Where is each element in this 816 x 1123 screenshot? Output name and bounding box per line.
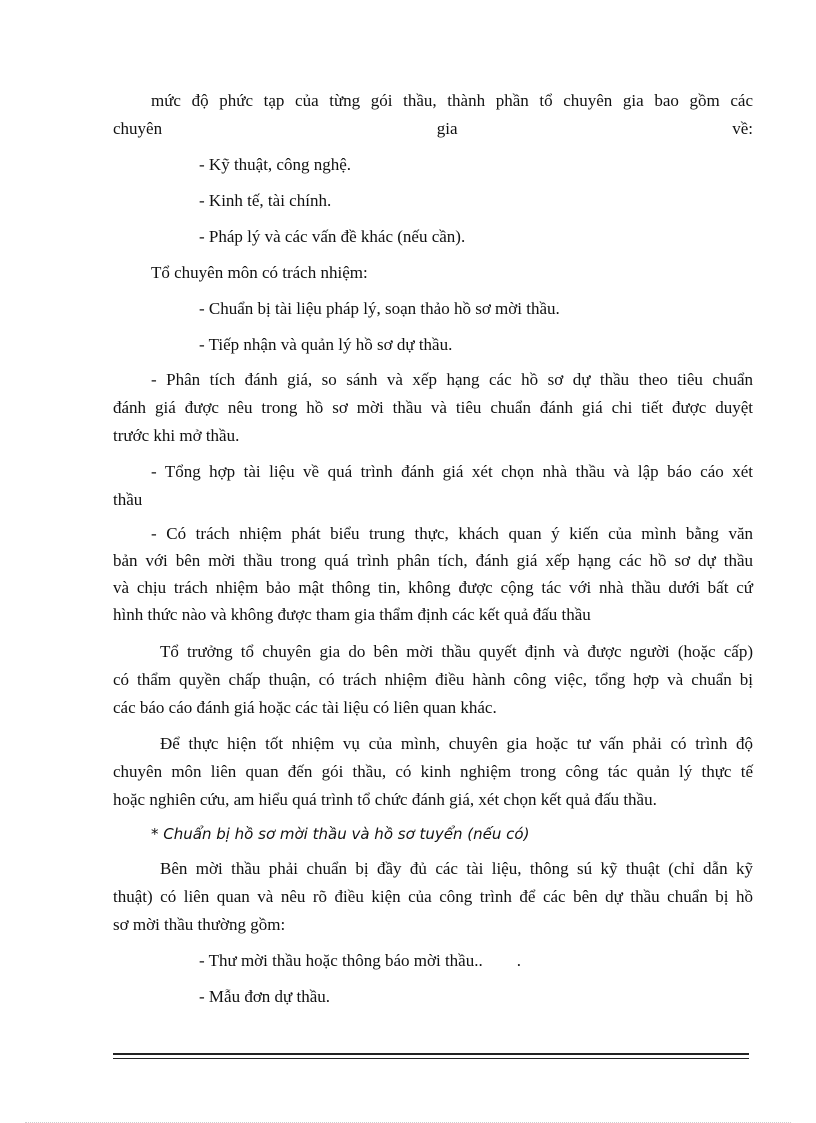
paragraph-line: thuật) có liên quan và nêu rõ điều kiện của công trình để các bên dự thầu chuẩn bị hồ [113, 887, 753, 906]
paragraph-line: Để thực hiện tốt nhiệm vụ của mình, chuyên gia hoặc tư vấn phải có trình độ [160, 734, 753, 753]
paragraph-line: - Tổng hợp tài liệu về quá trình đánh giá xét chọn nhà thầu và lập báo cáo xét [151, 462, 753, 481]
footer-rule-thick [113, 1053, 749, 1055]
paragraph-line: có thẩm quyền chấp thuận, có trách nhiệm điều hành công việc, tổng hợp và chuẩn bị [113, 670, 753, 689]
paragraph-line: bản với bên mời thầu trong quá trình phân tích, đánh giá xếp hạng các hồ sơ dự thầu [113, 551, 753, 570]
paragraph-line: chuyên gia về: [113, 119, 753, 138]
paragraph-line: hình thức nào và không được tham gia thẩm định các kết quả đấu thầu [113, 605, 591, 624]
list-item: - Tiếp nhận và quản lý hồ sơ dự thầu. [199, 335, 453, 354]
footer-rule-thin [113, 1058, 749, 1059]
list-item: - Kinh tế, tài chính. [199, 191, 332, 210]
paragraph-line: Tổ trưởng tổ chuyên gia do bên mời thầu quyết định và được người (hoặc cấp) [160, 642, 753, 661]
paragraph-line: thầu [113, 490, 143, 509]
paragraph-line: mức độ phức tạp của từng gói thầu, thành phần tổ chuyên gia bao gồm các [151, 91, 753, 110]
paragraph-line: trước khi mở thầu. [113, 426, 240, 445]
paragraph-line: và chịu trách nhiệm bảo mật thông tin, không được cộng tác với nhà thầu dưới bất cứ [113, 578, 753, 597]
paragraph-line: chuyên môn liên quan đến gói thầu, có kinh nghiệm trong công tác quản lý thực tế [113, 762, 753, 781]
paragraph-heading: Tổ chuyên môn có trách nhiệm: [151, 263, 368, 282]
list-item: - Mẫu đơn dự thầu. [199, 987, 331, 1006]
paragraph-line: - Có trách nhiệm phát biểu trung thực, khách quan ý kiến của mình bằng văn [151, 524, 753, 543]
list-item: - Thư mời thầu hoặc thông báo mời thầu.. . [199, 951, 521, 970]
paragraph-line: các báo cáo đánh giá hoặc các tài liệu có liên quan khác. [113, 698, 497, 717]
list-item: - Pháp lý và các vấn đề khác (nếu cần). [199, 227, 466, 246]
paragraph-line: sơ mời thầu thường gồm: [113, 915, 286, 934]
list-item: - Chuẩn bị tài liệu pháp lý, soạn thảo hồ sơ mời thầu. [199, 299, 560, 318]
paragraph-line: Bên mời thầu phải chuẩn bị đầy đủ các tài liệu, thông sú kỹ thuật (chỉ dẫn kỹ [160, 859, 753, 878]
paragraph-line: - Phân tích đánh giá, so sánh và xếp hạng các hồ sơ dự thầu theo tiêu chuẩn [151, 370, 753, 389]
section-heading: * Chuẩn bị hồ sơ mời thầu và hồ sơ tuyển (nếu có) [151, 825, 530, 843]
list-item: - Kỹ thuật, công nghệ. [199, 155, 352, 174]
paragraph-line: hoặc nghiên cứu, am hiểu quá trình tổ chức đánh giá, xét chọn kết quả đấu thầu. [113, 790, 657, 809]
paragraph-line: đánh giá được nêu trong hồ sơ mời thầu và tiêu chuẩn đánh giá chi tiết được duyệt [113, 398, 753, 417]
